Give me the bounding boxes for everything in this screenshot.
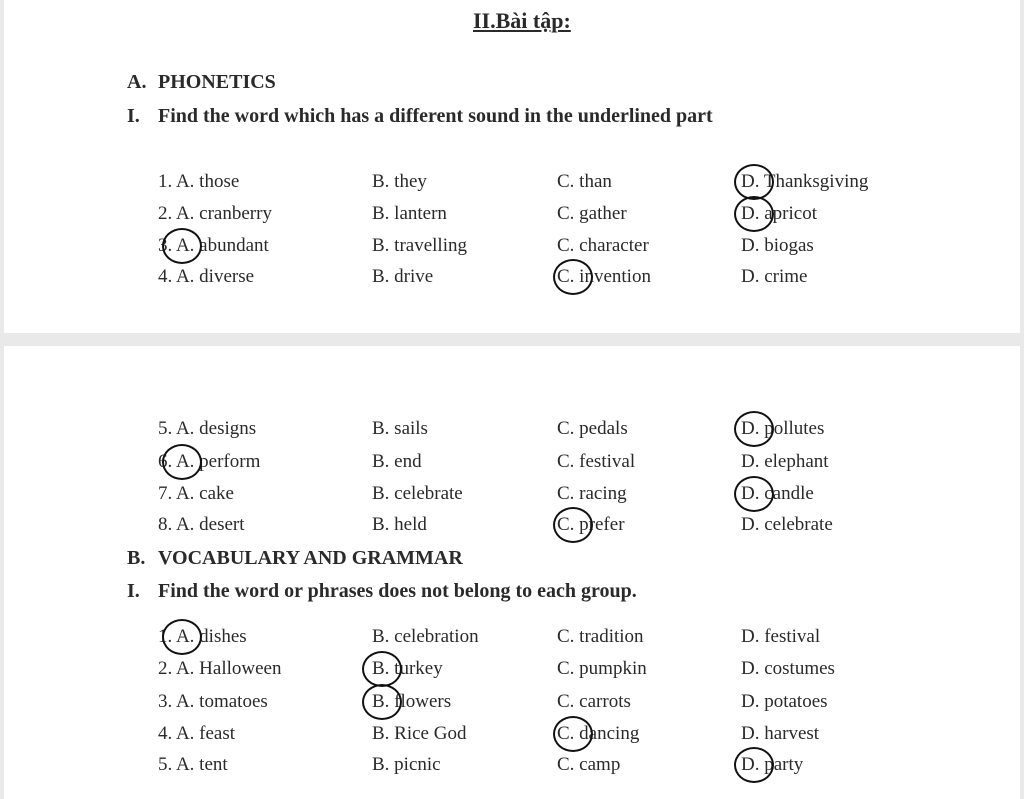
phonetics-q8-option-b: B. held [372,514,427,535]
page-2 [4,346,1020,799]
section-b-instruction: Find the word or phrases does not belong to each group. [158,580,637,602]
phonetics-q7-option-b: B. celebrate [372,483,463,504]
vocab-q3-option-d: D. potatoes [741,691,828,712]
section-b-instruction-number: I. [127,580,140,602]
section-b-heading: VOCABULARY AND GRAMMAR [158,547,463,569]
vocab-q2-option-a: 2. A. Halloween [158,658,282,679]
phonetics-q6-option-d: D. elephant [741,451,829,472]
vocab-q5-option-a: 5. A. tent [158,754,228,775]
vocab-q5-option-d: D. party [741,754,804,775]
phonetics-q1-answer-circle [734,164,774,200]
phonetics-q2-option-d: D. apricot [741,203,817,224]
phonetics-q5-answer-circle [734,411,774,447]
phonetics-q1-option-c: C. than [557,171,612,192]
vocab-q4-option-c: C. dancing [557,723,640,744]
phonetics-q6-option-b: B. end [372,451,422,472]
phonetics-q8-answer-circle [553,507,593,543]
vocab-q4-option-a: 4. A. feast [158,723,236,744]
section-a-instruction: Find the word which has a different sound in the underlined part [158,105,713,127]
phonetics-q7-option-a: 7. A. cake [158,483,234,504]
vocab-q2-option-c: C. pumpkin [557,658,647,679]
vocab-q4-answer-circle [553,716,593,752]
phonetics-q8-option-c: C. prefer [557,514,625,535]
phonetics-q3-answer-circle [162,228,202,264]
phonetics-q3-option-b: B. travelling [372,235,467,256]
phonetics-q4-option-d: D. crime [741,266,808,287]
phonetics-q5-option-a: 5. A. designs [158,418,257,439]
vocab-q4-option-b: B. Rice God [372,723,467,744]
vocab-q1-option-c: C. tradition [557,626,644,647]
phonetics-q6-option-c: C. festival [557,451,636,472]
vocab-q4-option-d: D. harvest [741,723,820,744]
phonetics-q5-option-c: C. pedals [557,418,628,439]
vocab-q5-option-c: C. camp [557,754,621,775]
vocab-q1-option-d: D. festival [741,626,821,647]
phonetics-q6-option-a: 6. A. perform [158,451,261,472]
section-a-heading: PHONETICS [158,71,276,93]
vocab-q2-option-d: D. costumes [741,658,835,679]
phonetics-q3-option-c: C. character [557,235,649,256]
section-b-letter: B. [127,547,146,569]
section-a-letter: A. [127,71,147,93]
phonetics-q1-option-a: 1. A. those [158,171,240,192]
vocab-q1-answer-circle [162,619,202,655]
phonetics-q5-option-d: D. pollutes [741,418,825,439]
phonetics-q2-option-a: 2. A. cranberry [158,203,272,224]
page-1 [4,0,1020,333]
phonetics-q1-option-d: D. Thanksgiving [741,171,869,192]
section-a-instruction-number: I. [127,105,140,127]
phonetics-q8-option-a: 8. A. desert [158,514,245,535]
vocab-q2-option-b: B. turkey [372,658,443,679]
vocab-q5-option-b: B. picnic [372,754,441,775]
phonetics-q6-answer-circle [162,444,202,480]
phonetics-q4-option-b: B. drive [372,266,434,287]
vocab-q2-answer-circle [362,651,402,687]
phonetics-q7-option-c: C. racing [557,483,627,504]
vocab-q3-option-a: 3. A. tomatoes [158,691,268,712]
vocab-q3-option-b: B. flowers [372,691,452,712]
phonetics-q5-option-b: B. sails [372,418,428,439]
phonetics-q1-option-b: B. they [372,171,427,192]
phonetics-q2-answer-circle [734,196,774,232]
phonetics-q3-option-d: D. biogas [741,235,814,256]
phonetics-q3-option-a: 3. A. abundant [158,235,269,256]
phonetics-q7-answer-circle [734,476,774,512]
vocab-q3-answer-circle [362,684,402,720]
phonetics-q8-option-d: D. celebrate [741,514,833,535]
vocab-q1-option-b: B. celebration [372,626,479,647]
phonetics-q7-option-d: D. candle [741,483,814,504]
phonetics-q4-option-a: 4. A. diverse [158,266,255,287]
phonetics-q2-option-b: B. lantern [372,203,447,224]
vocab-q1-option-a: 1. A. dishes [158,626,247,647]
vocab-q5-answer-circle [734,747,774,783]
phonetics-q2-option-c: C. gather [557,203,627,224]
vocab-q3-option-c: C. carrots [557,691,631,712]
phonetics-q4-answer-circle [553,259,593,295]
phonetics-q4-option-c: C. invention [557,266,651,287]
exercise-title: II.Bài tập: [473,8,571,33]
